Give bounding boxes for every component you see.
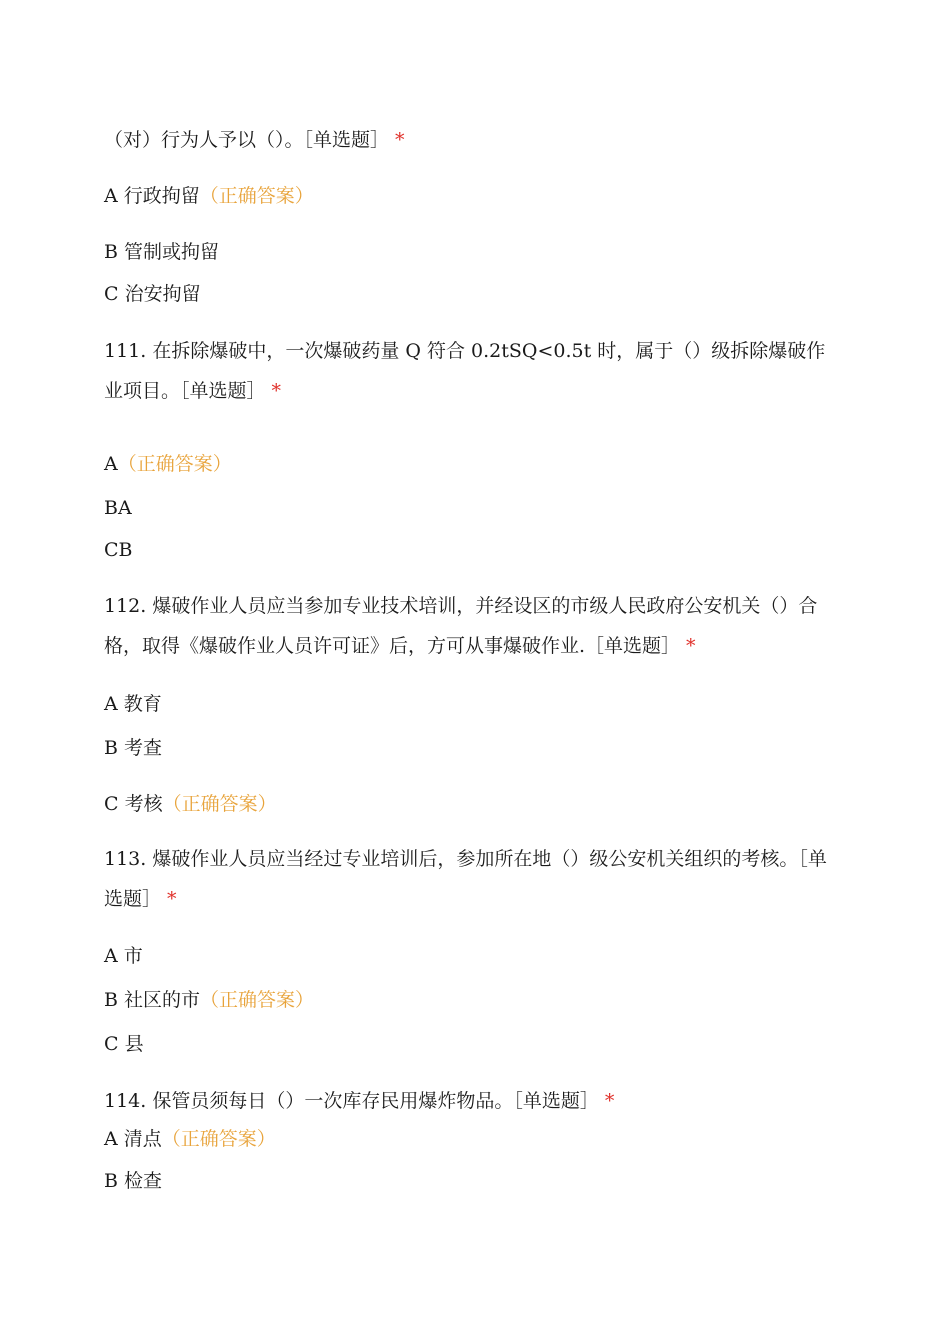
required-star: * (604, 1090, 615, 1112)
question-114 (104, 1089, 844, 1113)
option-text: A (104, 453, 118, 475)
question-112 (104, 586, 844, 666)
option-text: A 行政拘留 (104, 185, 200, 207)
correct-answer-tag: （正确答案） (199, 185, 314, 207)
option-114-b (104, 1169, 844, 1193)
question-text: （对）行为人予以（）。［单选题］ (104, 129, 390, 151)
correct-answer-tag: （正确答案） (162, 793, 277, 815)
required-star: * (271, 380, 282, 402)
option-113-b (104, 988, 844, 1012)
option-text: B 社区的市 (104, 989, 201, 1011)
option-111-b (104, 496, 844, 520)
correct-answer-tag: （正确答案） (161, 1128, 276, 1150)
option-text: C 治安拘留 (104, 283, 201, 305)
required-star: * (395, 129, 405, 151)
option-text: A 清点 (104, 1128, 162, 1150)
correct-answer-tag: （正确答案） (117, 453, 232, 475)
option-text: B 检查 (104, 1170, 163, 1192)
option-text: C 县 (104, 1033, 144, 1055)
option-text: A 教育 (104, 693, 162, 715)
option-110-c (104, 282, 844, 306)
option-text: B 管制或拘留 (104, 241, 220, 263)
option-text: B 考查 (104, 737, 163, 759)
question-113 (104, 839, 844, 919)
option-text: C 考核 (104, 793, 163, 815)
option-111-a (104, 452, 844, 476)
option-114-a (104, 1127, 844, 1151)
option-112-a (104, 692, 844, 716)
correct-answer-tag: （正确答案） (200, 989, 315, 1011)
option-text: BA (104, 497, 132, 519)
question-110-tail (104, 128, 844, 152)
option-text: CB (104, 539, 133, 561)
option-113-c (104, 1032, 844, 1056)
question-text: 112. 爆破作业人员应当参加专业技术培训，并经设区的市级人民政府公安机关（）合格，取得《爆破作业人员许可证》后，方可从事爆破作业.［单选题］ (104, 595, 818, 657)
option-text: A 市 (104, 945, 143, 967)
option-110-b (104, 240, 844, 264)
question-text: 111. 在拆除爆破中，一次爆破药量 Q 符合 0.2tSQ<0.5t 时，属于（）级拆除爆破作业项目。［单选题］ (104, 340, 826, 402)
option-112-b (104, 736, 844, 760)
option-113-a (104, 944, 844, 968)
question-text: 113. 爆破作业人员应当经过专业培训后，参加所在地（）级公安机关组织的考核。［单选题］ (104, 848, 827, 910)
option-112-c (104, 792, 844, 816)
option-110-a (104, 184, 844, 208)
question-text: 114. 保管员须每日（）一次库存民用爆炸物品。［单选题］ (104, 1090, 599, 1112)
required-star: * (686, 635, 696, 657)
question-111 (104, 331, 844, 411)
option-111-c (104, 538, 844, 562)
required-star: * (167, 888, 177, 910)
